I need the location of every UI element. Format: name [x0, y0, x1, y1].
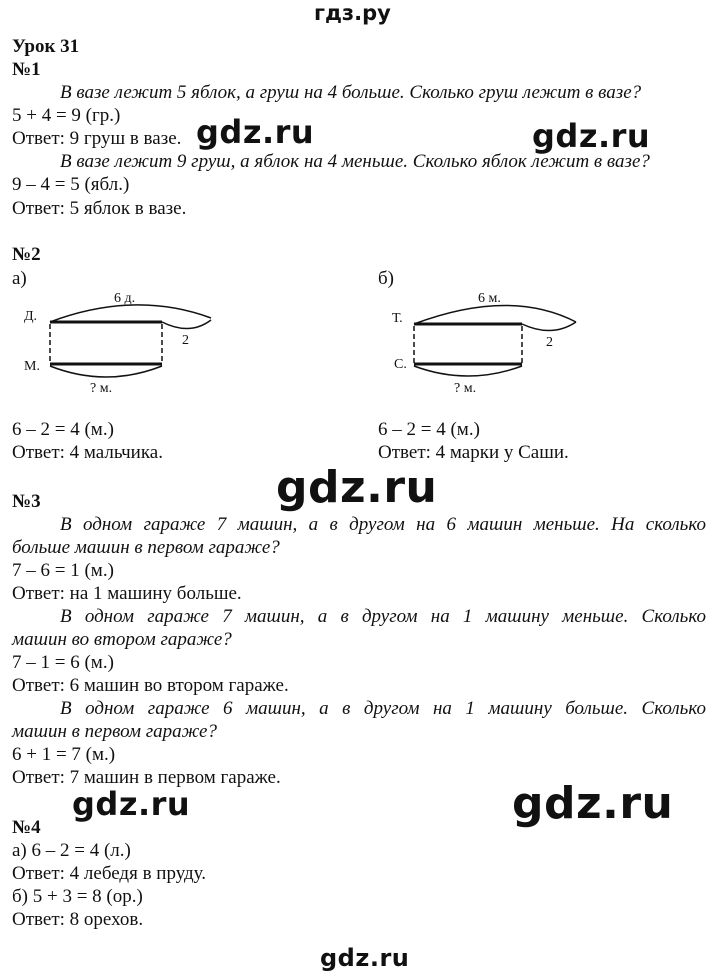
exercise-2b-equation: 6 – 2 = 4 (м.) — [378, 419, 480, 440]
exercise-1-task-1: В вазе лежит 5 яблок, а груш на 4 больше. Сколько груш лежит в вазе? — [60, 82, 642, 103]
exercise-3-answer-1: Ответ: на 1 машину больше. — [12, 583, 242, 604]
exercise-4b-answer: Ответ: 8 орехов. — [12, 909, 144, 930]
watermark-logo: gdz.ru — [532, 117, 651, 155]
exercise-2b-label: б) — [378, 268, 394, 289]
total-label-a: 6 д. — [114, 291, 136, 306]
exercise-3-equation-3: 6 + 1 = 7 (м.) — [12, 744, 116, 765]
total-brace-b — [414, 305, 576, 324]
exercise-3-task-1-line-2: больше машин в первом гараже? — [12, 537, 280, 558]
difference-label-a: 2 — [182, 333, 189, 348]
exercise-1-number: №1 — [12, 59, 41, 80]
bottom-segment-label-a: М. — [24, 359, 40, 374]
top-segment-label-a: Д. — [24, 309, 38, 324]
total-label-b: 6 м. — [478, 291, 501, 306]
unknown-brace-a — [50, 366, 162, 377]
watermark-logo: gdz.ru — [72, 785, 191, 823]
exercise-3-equation-1: 7 – 6 = 1 (м.) — [12, 560, 114, 581]
exercise-3-task-2-line-1: В одном гараже 7 машин, а в другом на 1 машину меньше. Сколько — [60, 606, 706, 627]
exercise-3-number: №3 — [12, 491, 41, 512]
watermark-logo: gdz.ru — [512, 778, 674, 829]
segment-diagram-b — [380, 284, 610, 394]
exercise-1-answer-1: Ответ: 9 груш в вазе. — [12, 128, 182, 149]
exercise-4a-answer: Ответ: 4 лебедя в пруду. — [12, 863, 207, 884]
exercise-4-number: №4 — [12, 817, 41, 838]
total-brace-a — [50, 305, 211, 322]
exercise-3-answer-2: Ответ: 6 машин во втором гараже. — [12, 675, 289, 696]
exercise-1-equation-1: 5 + 4 = 9 (гр.) — [12, 105, 121, 126]
exercise-4b-equation: б) 5 + 3 = 8 (ор.) — [12, 886, 143, 907]
exercise-3-task-2-line-2: машин во втором гараже? — [12, 629, 232, 650]
lesson-title: Урок 31 — [12, 36, 80, 57]
exercise-2a-answer: Ответ: 4 мальчика. — [12, 442, 163, 463]
exercise-3-task-3-line-1: В одном гараже 6 машин, а в другом на 1 машину больше. Сколько — [60, 698, 706, 719]
exercise-3-answer-3: Ответ: 7 машин в первом гараже. — [12, 767, 281, 788]
unknown-label-a: ? м. — [90, 381, 113, 394]
watermark-logo: gdz.ru — [320, 944, 410, 972]
difference-brace-a — [162, 320, 211, 329]
unknown-label-b: ? м. — [454, 381, 477, 394]
exercise-3-equation-2: 7 – 1 = 6 (м.) — [12, 652, 114, 673]
watermark-logo: gdz.ru — [196, 113, 315, 151]
exercise-1-answer-2: Ответ: 5 яблок в вазе. — [12, 198, 187, 219]
watermark-logo: gdz.ru — [276, 462, 438, 513]
exercise-1-task-2: В вазе лежит 9 груш, а яблок на 4 меньше. Сколько яблок лежит в вазе? — [60, 151, 650, 172]
exercise-3-task-3-line-2: машин в первом гараже? — [12, 721, 217, 742]
exercise-2a-equation: 6 – 2 = 4 (м.) — [12, 419, 114, 440]
exercise-1-equation-2: 9 – 4 = 5 (ябл.) — [12, 174, 130, 195]
exercise-3-task-1-line-1: В одном гараже 7 машин, а в другом на 6 машин меньше. На сколько — [60, 514, 706, 535]
unknown-brace-b — [414, 366, 522, 376]
segment-diagram-a — [10, 284, 240, 394]
bottom-segment-label-b: С. — [394, 357, 407, 372]
exercise-4a-equation: а) 6 – 2 = 4 (л.) — [12, 840, 131, 861]
difference-label-b: 2 — [546, 335, 553, 350]
difference-brace-b — [522, 322, 576, 331]
exercise-2-number: №2 — [12, 244, 41, 265]
top-segment-label-b: Т. — [392, 311, 403, 326]
site-header: гдз.ру — [314, 1, 391, 25]
exercise-2a-label: а) — [12, 268, 27, 289]
exercise-2b-answer: Ответ: 4 марки у Саши. — [378, 442, 569, 463]
